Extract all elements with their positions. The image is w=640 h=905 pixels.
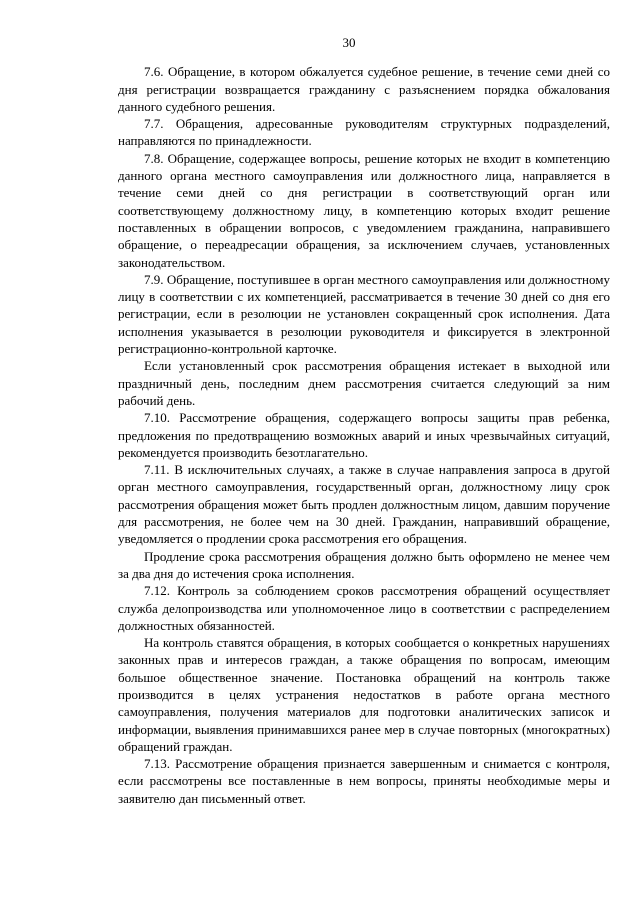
- paragraph-7-8: 7.8. Обращение, содержащее вопросы, решение которых не входит в компетенцию данного органа местного самоуправления или должностного лица, направляется в течение семи дней со дня регистрации в соответствующий орган или соответствующему должностному лицу, в компетенцию которых входит решение поставленных в обращении вопросов, с уведомлением гражданина, направившего обращение, о переадресации обращения, за исключением случаев, установленных законодательством.: [118, 150, 610, 270]
- paragraph-7-7: 7.7. Обращения, адресованные руководителям структурных подразделений, направляются по принадлежности.: [118, 116, 610, 149]
- paragraph-7-12: 7.12. Контроль за соблюдением сроков рассмотрения обращений осуществляет служба делопроизводства или уполномоченное лицо в соответствии с распределением должностных обязанностей.: [118, 583, 610, 633]
- paragraph-7-9-deadline-note: Если установленный срок рассмотрения обращения истекает в выходной или праздничный день, последним днем рассмотрения считается следующий за ним рабочий день.: [118, 358, 610, 408]
- paragraph-7-9: 7.9. Обращение, поступившее в орган местного самоуправления или должностному лицу в соответствии с их компетенцией, рассматривается в течение 30 дней со дня его регистрации, если в резолюции не установлен сокращенный срок исполнения. Дата исполнения указывается в резолюции руководителя и фиксируется в электронной регистрационно-контрольной карточке.: [118, 271, 610, 357]
- paragraph-7-6: 7.6. Обращение, в котором обжалуется судебное решение, в течение семи дней со дня регистрации возвращается гражданину с разъяснением порядка обжалования данного судебного решения.: [118, 64, 610, 114]
- paragraph-7-12-control-note: На контроль ставятся обращения, в которых сообщается о конкретных нарушениях законных прав и интересов граждан, а также обращения по вопросам, имеющим большое общественное значение. Постановка обращений на контроль также производится в целях устранения недостатков в работе органа местного самоуправления, получения материалов для подготовки аналитических записок и информации, выявления принимавшихся ранее мер в случае повторных (многократных) обращений граждан.: [118, 635, 610, 754]
- paragraph-7-11: 7.11. В исключительных случаях, а также в случае направления запроса в другой орган местного самоуправления, государственный орган, должностному лицу срок рассмотрения обращения может быть продлен должностным лицом, давшим поручение для рассмотрения, не более чем на 30 дней. Гражданин, направивший обращение, уведомляется о продлении срока рассмотрения его обращения.: [118, 462, 610, 547]
- page-number: 30: [342, 35, 356, 50]
- paragraph-7-11-extension-note: Продление срока рассмотрения обращения должно быть оформлено не менее чем за два дня до истечения срока исполнения.: [118, 548, 610, 581]
- paragraph-7-13: 7.13. Рассмотрение обращения признается завершенным и снимается с контроля, если рассмотрены все поставленные в нем вопросы, приняты необходимые меры и заявителю дан письменный ответ.: [118, 756, 610, 806]
- paragraph-7-10: 7.10. Рассмотрение обращения, содержащего вопросы защиты прав ребенка, предложения по предотвращению возможных аварий и иных чрезвычайных ситуаций, рекомендуется производить безотлагательно.: [118, 410, 610, 460]
